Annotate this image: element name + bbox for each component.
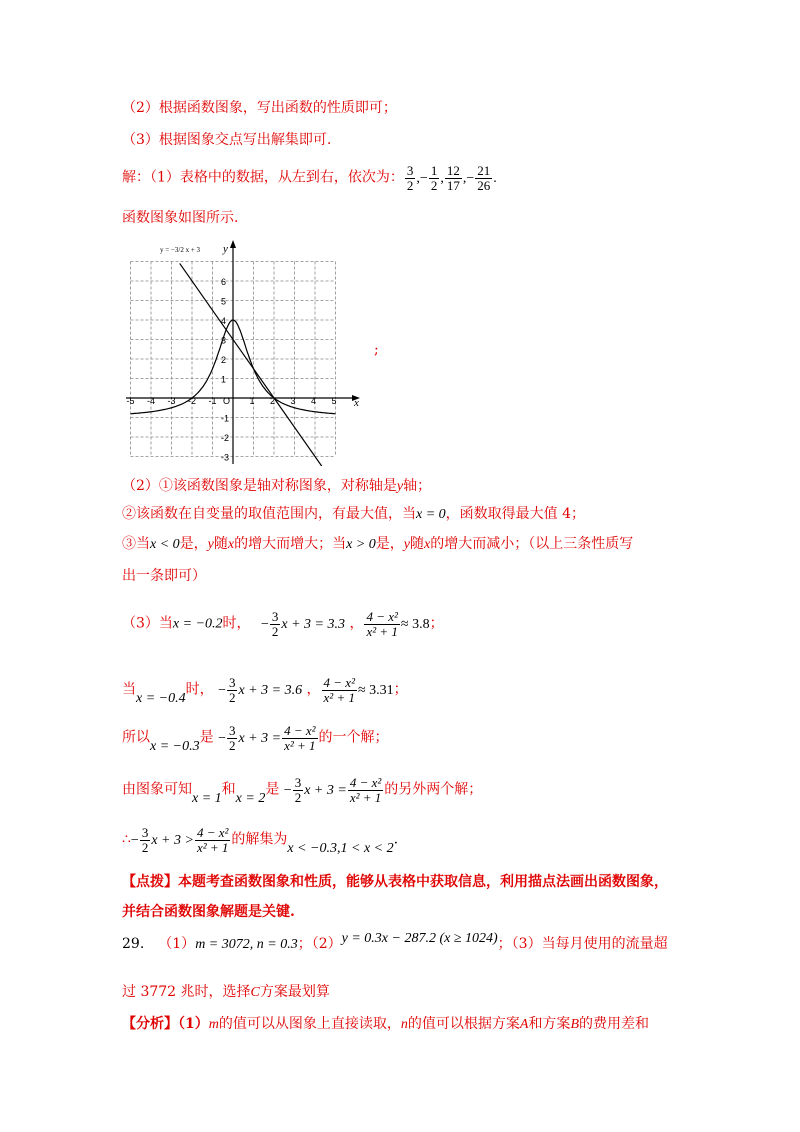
math: x < −0.3,1 < x < 2 [287, 840, 394, 856]
comma: ， [306, 681, 321, 698]
text: 方案最划算 [259, 984, 330, 1000]
minus-sign: − [419, 170, 428, 186]
math [321, 675, 394, 705]
x-tick-label: -2 [188, 396, 197, 406]
x-tick-label: -4 [147, 396, 156, 406]
text-line: （2）根据函数图象，写出函数的性质即可； [122, 100, 397, 116]
math: − $\frac{3}{2}$ x + 3 = 3.3 [260, 609, 345, 639]
text: （3）当 [122, 615, 173, 632]
text-line [122, 610, 444, 639]
x-tick-label: -5 [126, 396, 135, 406]
period: . [393, 831, 399, 848]
semicolon: ； [429, 615, 444, 632]
math: x = 0 [416, 507, 446, 522]
y-tick-label: -2 [221, 433, 230, 443]
text-line [122, 776, 482, 805]
y-tick-label: -1 [221, 413, 230, 424]
math: ≈ 3.31 [357, 682, 394, 698]
math: ≈ 3.8 [400, 616, 430, 632]
text: 时， [222, 615, 251, 632]
question-number: 29. [122, 936, 145, 952]
numerator: 4 − x² [284, 723, 316, 738]
math-var: y [396, 479, 404, 494]
denominator: 26 [477, 178, 491, 193]
numerator: 4 − x² [323, 675, 355, 690]
text: 所以 [122, 729, 150, 746]
text: 随 [410, 536, 424, 552]
denominator: 2 [228, 738, 236, 753]
numerator: 3 [228, 723, 236, 738]
math: x + 3 = [238, 730, 282, 746]
y-tick-label: -3 [221, 452, 230, 463]
math: x = −0.4 [136, 690, 186, 706]
math: x = −0.2 [172, 616, 223, 632]
math-var: x [424, 537, 431, 552]
math: x = 1 [192, 790, 222, 806]
y-axis-arrow [230, 240, 236, 248]
x-tick-label: 4 [311, 396, 317, 406]
math-var: x [227, 537, 235, 552]
math-var: y [207, 537, 214, 552]
denominator: 17 [446, 178, 460, 193]
text-line [122, 676, 408, 705]
math: m = 3072, n = 0.3 [195, 937, 298, 952]
text: ；（2） [297, 936, 342, 952]
text-line: 函数图象如图所示. [122, 210, 239, 226]
denominator: 2 [271, 624, 279, 639]
math-var: y [403, 537, 410, 552]
text: 的另外两个解； [384, 781, 483, 798]
numerator: 3 [294, 775, 302, 790]
text: （2）①该函数图象是轴对称图象，对称轴是 [122, 478, 397, 494]
text-line [122, 724, 389, 753]
x-tick-label: 1 [249, 396, 255, 406]
text: 轴； [403, 478, 432, 494]
denominator: x² + 1 [284, 738, 316, 753]
text-line [122, 476, 431, 497]
numerator: 21 [477, 163, 491, 178]
math: x + 3 = 3.6 [238, 682, 303, 698]
math: x + 3 = [304, 782, 347, 798]
text: （1） [158, 936, 196, 952]
text-line [122, 1014, 649, 1035]
numerator: 1 [430, 163, 438, 178]
x-tick-label: 2 [270, 396, 276, 406]
text: ；（3）当每月使用的流量超 [497, 936, 668, 952]
text: 的增大而减小；（以上三条性质写 [430, 536, 634, 552]
y-tick-label: 1 [221, 374, 227, 385]
math: − $\frac{3}{2}$ x + 3 = $\frac{\text{4 − x²}}{\text{x² + 1}}$ [218, 723, 316, 753]
y-tick-label: 3 [221, 335, 227, 346]
math: x < 0 [150, 537, 180, 552]
denominator: 2 [294, 790, 302, 805]
x-axis-label: x [354, 397, 359, 409]
math-var: B [570, 1017, 579, 1032]
text: 和方案 [528, 1016, 571, 1032]
values-list [404, 163, 497, 193]
minus-sign: − [466, 170, 475, 186]
text: 由图象可知 [122, 781, 192, 798]
text: 是， [375, 536, 404, 552]
math-var: n [400, 1017, 408, 1032]
text: 的值可以根据方案 [407, 1016, 520, 1032]
text-line [122, 504, 585, 525]
line-label: y = −3/2 x + 3 [160, 246, 201, 254]
math-var: m [208, 1017, 219, 1032]
text: ③当 [122, 536, 150, 552]
y-tick-label: 2 [221, 355, 227, 365]
y-tick-label: 6 [221, 277, 227, 287]
text: 是， [179, 536, 208, 552]
numerator: 3 [271, 609, 279, 624]
text: 是 [265, 781, 280, 798]
denominator: 2 [141, 840, 149, 855]
comma: ， [349, 615, 364, 632]
y-axis-label: y [223, 243, 228, 255]
text: 的增大而增大；当 [234, 536, 347, 552]
function-graph [118, 238, 368, 466]
denominator: x² + 1 [349, 790, 382, 805]
numerator: 4 − x² [196, 825, 229, 840]
math [363, 609, 430, 639]
math: x = 2 [235, 790, 266, 806]
text: 是 [199, 729, 214, 746]
math: x + 3 = 3.3 [281, 616, 345, 632]
text: 当 [122, 681, 136, 698]
numerator: 3 [406, 163, 414, 178]
denominator: 2 [430, 178, 438, 193]
therefore-symbol: ∴ [122, 831, 131, 848]
y-tick-label: 5 [221, 296, 227, 307]
text: ，函数取得最大值 4； [445, 506, 586, 522]
fraction [445, 164, 462, 193]
text-line [122, 826, 398, 855]
numerator: 4 − x² [349, 775, 382, 790]
math: − $\frac{3}{2}$ x + 3 = $\frac{\text{4 − x²}}{\text{x² + 1}}$ [283, 775, 382, 805]
numerator: 12 [446, 163, 460, 178]
y-tick-label: 4 [221, 316, 227, 326]
math: x + 3 > [151, 832, 194, 848]
x-tick-label: 3 [290, 396, 296, 406]
denominator: x² + 1 [196, 840, 229, 855]
denominator: x² + 1 [366, 624, 398, 639]
text: 的值可以从图象上直接读取， [218, 1016, 401, 1032]
comma: , [416, 170, 420, 186]
denominator: 2 [406, 178, 414, 193]
text: 和 [221, 781, 236, 798]
denominator: x² + 1 [323, 690, 355, 705]
math-var: A [519, 1017, 529, 1032]
period: . [493, 170, 497, 186]
text: 过 3772 兆时，选择 [122, 984, 251, 1000]
text-line [122, 931, 668, 955]
numerator: 4 − x² [366, 609, 398, 624]
text-line: 并结合函数图象解题是关键. [122, 904, 295, 920]
math: y = 0.3x − 287.2 (x ≥ 1024) [341, 931, 498, 946]
numerator: 3 [228, 675, 236, 690]
text: 的费用差和 [579, 1016, 649, 1032]
text-line [122, 982, 330, 1003]
math: − $\frac{3}{2}$ x + 3 = 3.6 [218, 675, 303, 705]
text-line: （3）根据图象交点写出解集即可. [122, 132, 332, 148]
denominator: 2 [228, 690, 236, 705]
text: 时， [185, 681, 214, 698]
semicolon: ； [393, 681, 408, 698]
text-line: 出一条即可） [122, 568, 206, 584]
x-tick-label: -1 [208, 396, 217, 406]
fraction [475, 164, 492, 193]
text-line [122, 164, 497, 193]
math: x > 0 [346, 537, 376, 552]
text: ②该函数在自变量的取值范围内，有最大值，当 [122, 506, 416, 522]
text: 的解集为 [231, 831, 288, 848]
math-var: C [250, 985, 260, 1000]
comma: , [440, 170, 444, 186]
x-tick-label: O [223, 396, 231, 406]
fraction [429, 164, 440, 193]
math: x = −0.3 [150, 738, 200, 754]
math: − $\frac{3}{2}$ x + 3 > $\frac{\text{4 − x²}}{\text{x² + 1}}$ [130, 825, 229, 855]
x-tick-label: 5 [331, 396, 337, 406]
comma: , [462, 170, 467, 186]
fraction [405, 164, 416, 193]
text-line [122, 534, 633, 555]
text-line: 【点拨】本题考查函数图象和性质，能够从表格中获取信息，利用描点法画出函数图象， [122, 874, 668, 890]
semicolon: ; [374, 342, 379, 358]
text: 解：（1）表格中的数据，从左到右，依次为： [122, 169, 404, 186]
numerator: 3 [141, 825, 149, 840]
text: 的一个解； [318, 729, 389, 746]
text: 【分析】（1） [122, 1016, 209, 1032]
x-tick-label: -3 [167, 396, 176, 406]
text: 随 [213, 536, 228, 552]
